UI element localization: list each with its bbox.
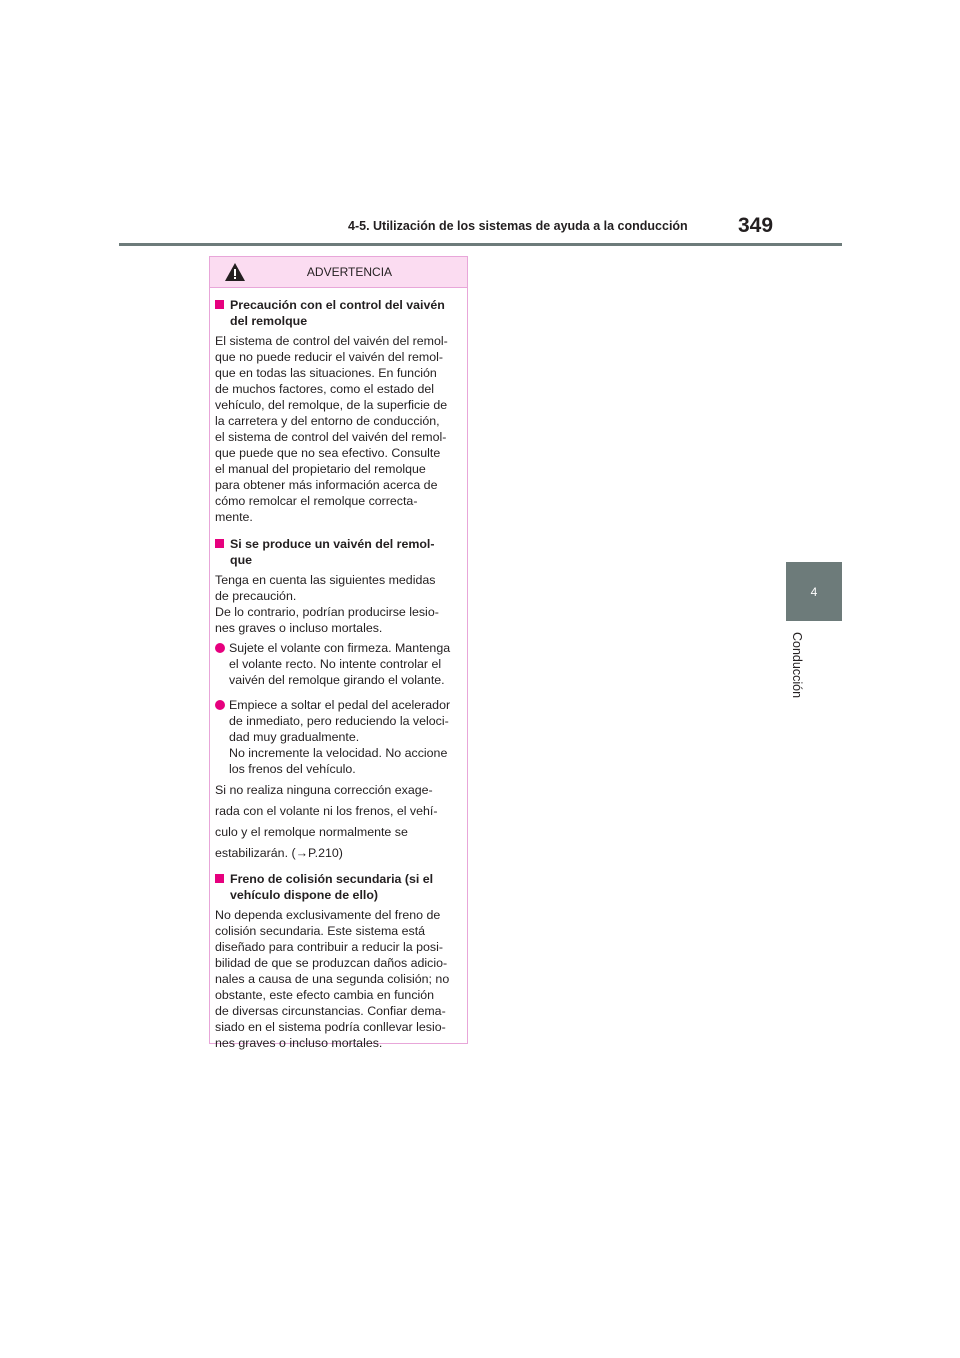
section-header-title: 4-5. Utilización de los sistemas de ayuda a la conducción	[348, 219, 688, 233]
section-heading-text: Freno de colisión secundaria (si el vehículo dispone de ello)	[230, 872, 434, 902]
section-heading-secondary-collision-brake	[215, 871, 463, 903]
section-heading-sway-control	[215, 297, 463, 329]
warning-body	[210, 288, 467, 1051]
section-heading-text: Precaución con el control del vaivén del remolque	[230, 298, 445, 328]
paragraph-line: estabilizarán. (→P.210)	[215, 846, 343, 860]
square-bullet-icon	[215, 300, 226, 309]
square-bullet-icon	[215, 539, 226, 548]
paragraph: El sistema de control del vaivén del remol- que no puede reducir el vaivén del remol- que en todas las situaciones. En función de muchos factores, como el estado del vehículo, del remolque, de la superficie de la carretera y del entorno de conducción, el sistema de control del vaivén del remol- que puede que no sea efectivo. Consulte el manual del propietario del remolque para obtener más información acerca de cómo remolcar el remolque correcta- mente.	[215, 334, 448, 524]
list-item-text: Empiece a soltar el pedal del acelerador de inmediato, pero reduciendo la veloci- dad muy gradualmente. No incremente la velocidad. No accione los frenos del vehículo.	[229, 698, 451, 776]
warning-header	[210, 257, 467, 288]
circle-bullet-icon	[215, 640, 229, 688]
chapter-tab	[786, 562, 842, 621]
warning-title: ADVERTENCIA	[306, 265, 393, 279]
section-heading-text: Si se produce un vaivén del remol- que	[230, 537, 435, 567]
paragraph: No dependa exclusivamente del freno de colisión secundaria. Este sistema está diseñado para contribuir a reducir la posi- bilidad de que se produzcan daños adicio- nales a causa de una segunda colisión; no obstante, este efecto cambia en función de diversas circunstancias. Confiar dema- siado en el sistema podría conllevar lesio- nes graves o incluso mortales.	[215, 908, 450, 1050]
paragraph: Tenga en cuenta las siguientes medidas de precaución. De lo contrario, podrían producirse lesio- nes graves o incluso mortales.	[215, 573, 439, 635]
chapter-label: Conducción	[790, 632, 804, 699]
square-bullet-icon	[215, 874, 226, 883]
list-item	[215, 697, 463, 777]
warning-box	[209, 256, 468, 1050]
page-number: 349	[738, 214, 774, 237]
paragraph-line: Si no realiza ninguna corrección exage-	[215, 783, 433, 797]
header-divider	[119, 243, 842, 246]
list-item-text: Sujete el volante con firmeza. Mantenga el volante recto. No intente controlar el vaivén del remolque girando el volante.	[229, 641, 451, 687]
section-heading-sway-occurs	[215, 536, 463, 568]
list-item	[215, 640, 463, 688]
chapter-number: 4	[810, 584, 818, 599]
circle-bullet-icon	[215, 697, 229, 777]
paragraph-line: rada con el volante ni los frenos, el vehí-	[215, 804, 438, 818]
warning-triangle-icon	[224, 262, 246, 282]
paragraph-line: culo y el remolque normalmente se	[215, 825, 408, 839]
